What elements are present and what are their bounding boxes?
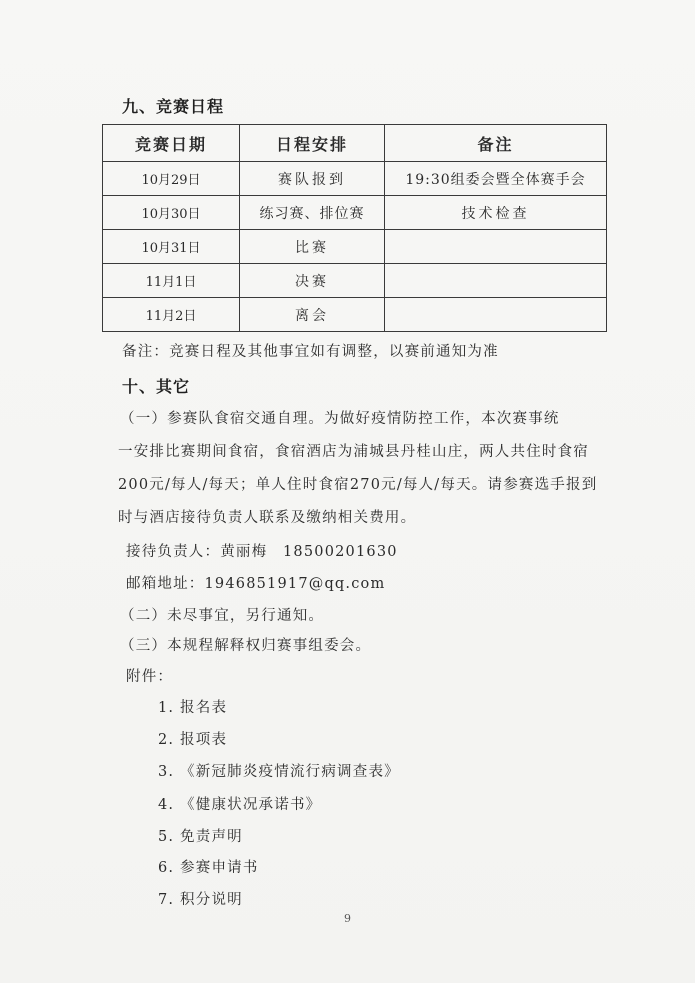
cell-remark [385,264,607,298]
section-10-title: 十、其它 [122,377,191,396]
header-date: 竞赛日期 [103,125,240,162]
email-line: 邮箱地址：1946851917@qq.com [126,576,386,592]
table-row [103,264,607,298]
item2-line: （二）未尽事宜，另行通知。 [120,608,325,624]
item3-line: （三）本规程解释权归赛事组委会。 [120,638,372,654]
header-schedule: 日程安排 [240,125,385,162]
cell-date: 11月2日 [103,298,240,332]
attachment-item: 6. 参赛申请书 [158,860,259,876]
cell-schedule: 离会 [240,298,385,332]
cell-remark [385,230,607,264]
page-number: 9 [344,912,351,925]
table-header-row [103,125,607,162]
cell-schedule: 练习赛、排位赛 [240,196,385,230]
header-remark: 备注 [385,125,607,162]
cell-date: 10月30日 [103,196,240,230]
item1-line-1: （一）参赛队食宿交通自理。为做好疫情防控工作，本次赛事统 [120,411,560,427]
attachment-item: 2. 报项表 [158,732,228,748]
cell-schedule: 赛队报到 [240,162,385,196]
cell-schedule: 决赛 [240,264,385,298]
attachment-item: 4. 《健康状况承诺书》 [158,797,322,813]
contact-line: 接待负责人：黄丽梅 18500201630 [126,544,398,560]
attachments-label: 附件： [126,669,174,685]
attachment-item: 5. 免责声明 [158,829,243,845]
attachment-item: 3. 《新冠肺炎疫情流行病调查表》 [158,764,400,780]
table-row [103,230,607,264]
cell-remark: 技术检查 [385,196,607,230]
table-row [103,298,607,332]
cell-date: 11月1日 [103,264,240,298]
table-row [103,162,607,196]
section-9-title: 九、竞赛日程 [122,97,225,116]
cell-remark [385,298,607,332]
schedule-table [102,124,607,332]
cell-date: 10月31日 [103,230,240,264]
attachment-item: 7. 积分说明 [158,892,243,908]
schedule-note: 备注：竞赛日程及其他事宜如有调整，以赛前通知为准 [122,344,499,360]
item1-line-4: 时与酒店接待负责人联系及缴纳相关费用。 [118,510,417,526]
item1-line-3: 200元/每人/每天；单人住时食宿270元/每人/每天。请参赛选手报到 [118,477,598,493]
table-row [103,196,607,230]
cell-schedule: 比赛 [240,230,385,264]
attachment-item: 1. 报名表 [158,700,228,716]
item1-line-2: 一安排比赛期间食宿，食宿酒店为浦城县丹桂山庄，两人共住时食宿 [118,444,589,460]
cell-date: 10月29日 [103,162,240,196]
cell-remark: 19:30组委会暨全体赛手会 [385,162,607,196]
